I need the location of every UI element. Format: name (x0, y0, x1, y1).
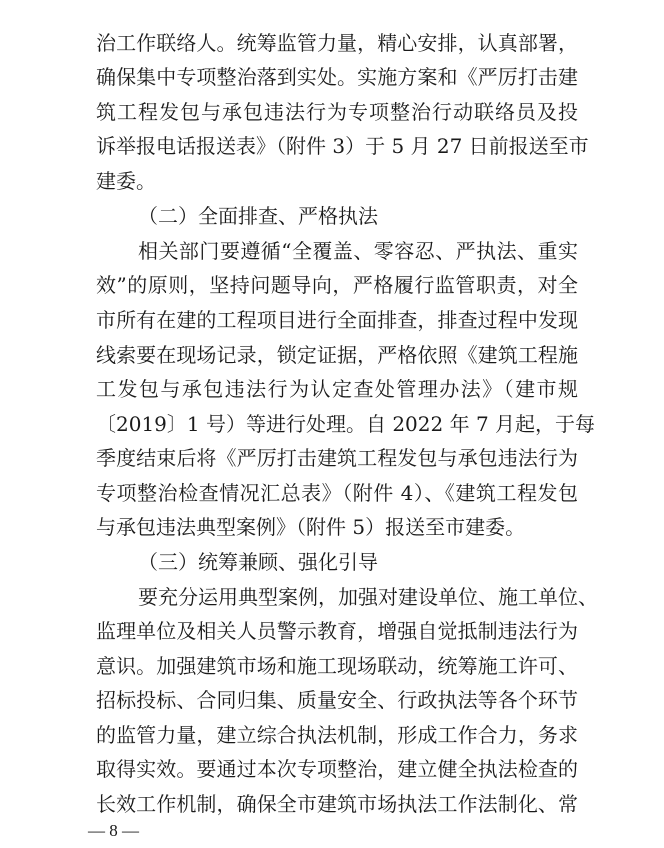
body-text-line: 治工作联络人。统筹监管力量，精心安排，认真部署， (96, 31, 578, 55)
body-text-line: 效”的原则，坚持问题导向，严格履行监管职责，对全 (96, 273, 578, 297)
body-text-line: 意识。加强建筑市场和施工现场联动，统筹施工许可、 (96, 654, 578, 678)
body-text-line: 工发包与承包违法行为认定查处管理办法》（建市规 (96, 377, 578, 401)
body-text-line: 诉举报电话报送表》（附件 3）于 5 月 27 日前报送至市 (96, 134, 589, 158)
body-text-line: 取得实效。要通过本次专项整治，建立健全执法检查的 (96, 757, 578, 781)
body-text-line: 监理单位及相关人员警示教育，增强自觉抵制违法行为 (96, 619, 578, 643)
body-text-line: 〔2019〕1 号）等进行处理。自 2022 年 7 月起，于每 (96, 412, 596, 436)
body-text-line: 的监管力量，建立综合执法机制，形成工作合力，务求 (96, 723, 578, 747)
body-text-line: 季度结束后将《严厉打击建筑工程发包与承包违法行为 (96, 446, 578, 470)
body-text-line: 相关部门要遵循“全覆盖、零容忍、严执法、重实 (138, 239, 578, 263)
body-text-line: 市所有在建的工程项目进行全面排查，排查过程中发现 (96, 308, 578, 332)
section-heading-2: （二）全面排查、严格执法 (138, 204, 378, 228)
body-text-line: 线索要在现场记录，锁定证据，严格依照《建筑工程施 (96, 343, 578, 367)
body-text-line: 专项整治检查情况汇总表》（附件 4）、《建筑工程发包 (96, 481, 578, 505)
body-text-line: 筑工程发包与承包违法行为专项整治行动联络员及投 (96, 100, 578, 124)
page-number: — 8 — (88, 821, 139, 840)
body-text-line: 要充分运用典型案例，加强对建设单位、施工单位、 (138, 585, 598, 609)
body-text-line: 与承包违法典型案例》（附件 5）报送至市建委。 (96, 515, 526, 539)
section-heading-3: （三）统筹兼顾、强化引导 (138, 550, 378, 574)
body-text-line: 长效工作机制，确保全市建筑市场执法工作法制化、常 (96, 792, 578, 816)
body-text-line: 招标投标、合同归集、质量安全、行政执法等各个环节 (96, 688, 578, 712)
body-text-line: 确保集中专项整治落到实处。实施方案和《严厉打击建 (96, 65, 578, 89)
body-text-line: 建委。 (96, 169, 156, 193)
